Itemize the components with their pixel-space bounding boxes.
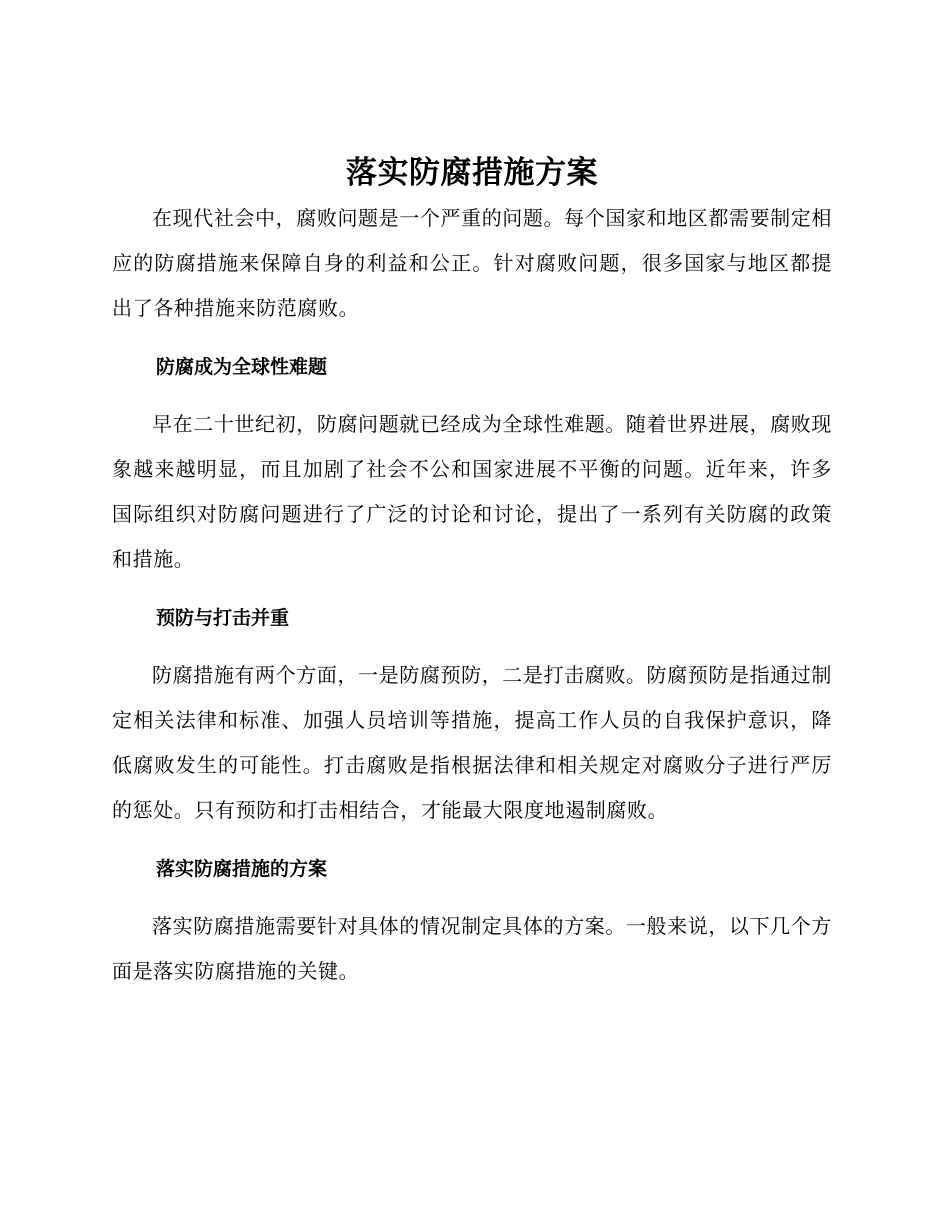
section-implementation-plan: [112, 833, 832, 994]
section-global-problem: [112, 331, 832, 582]
document-title: 落实防腐措施方案: [346, 155, 598, 191]
intro-paragraph: 在现代社会中，腐败问题是一个严重的问题。每个国家和地区都需要制定相应的防腐措施来保障自身的利益和公正。针对腐败问题，很多国家与地区都提出了各种措施来防范腐败。: [112, 206, 832, 320]
section-paragraph: 防腐措施有两个方面，一是防腐预防，二是打击腐败。防腐预防是指通过制定相关法律和标准、加强人员培训等措施，提高工作人员的自我保护意识，降低腐败发生的可能性。打击腐败是指根据法律和相关规定对腐败分子进行严厉的惩处。只有预防和打击相结合，才能最大限度地遏制腐败。: [112, 663, 832, 822]
section-paragraph: 早在二十世纪初，防腐问题就已经成为全球性难题。随着世界进展，腐败现象越来越明显，而且加剧了社会不公和国家进展不平衡的问题。近年来，许多国际组织对防腐问题进行了广泛的讨论和讨论，提出了一系列有关防腐的政策和措施。: [112, 412, 832, 571]
document-page: [112, 152, 832, 994]
section-paragraph: 落实防腐措施需要针对具体的情况制定具体的方案。一般来说，以下几个方面是落实防腐措施的关键。: [112, 914, 832, 983]
section-heading: 落实防腐措施的方案: [156, 858, 328, 880]
section-prevention-and-crackdown: [112, 582, 832, 833]
section-heading: 预防与打击并重: [156, 607, 290, 629]
section-heading: 防腐成为全球性难题: [156, 356, 328, 378]
